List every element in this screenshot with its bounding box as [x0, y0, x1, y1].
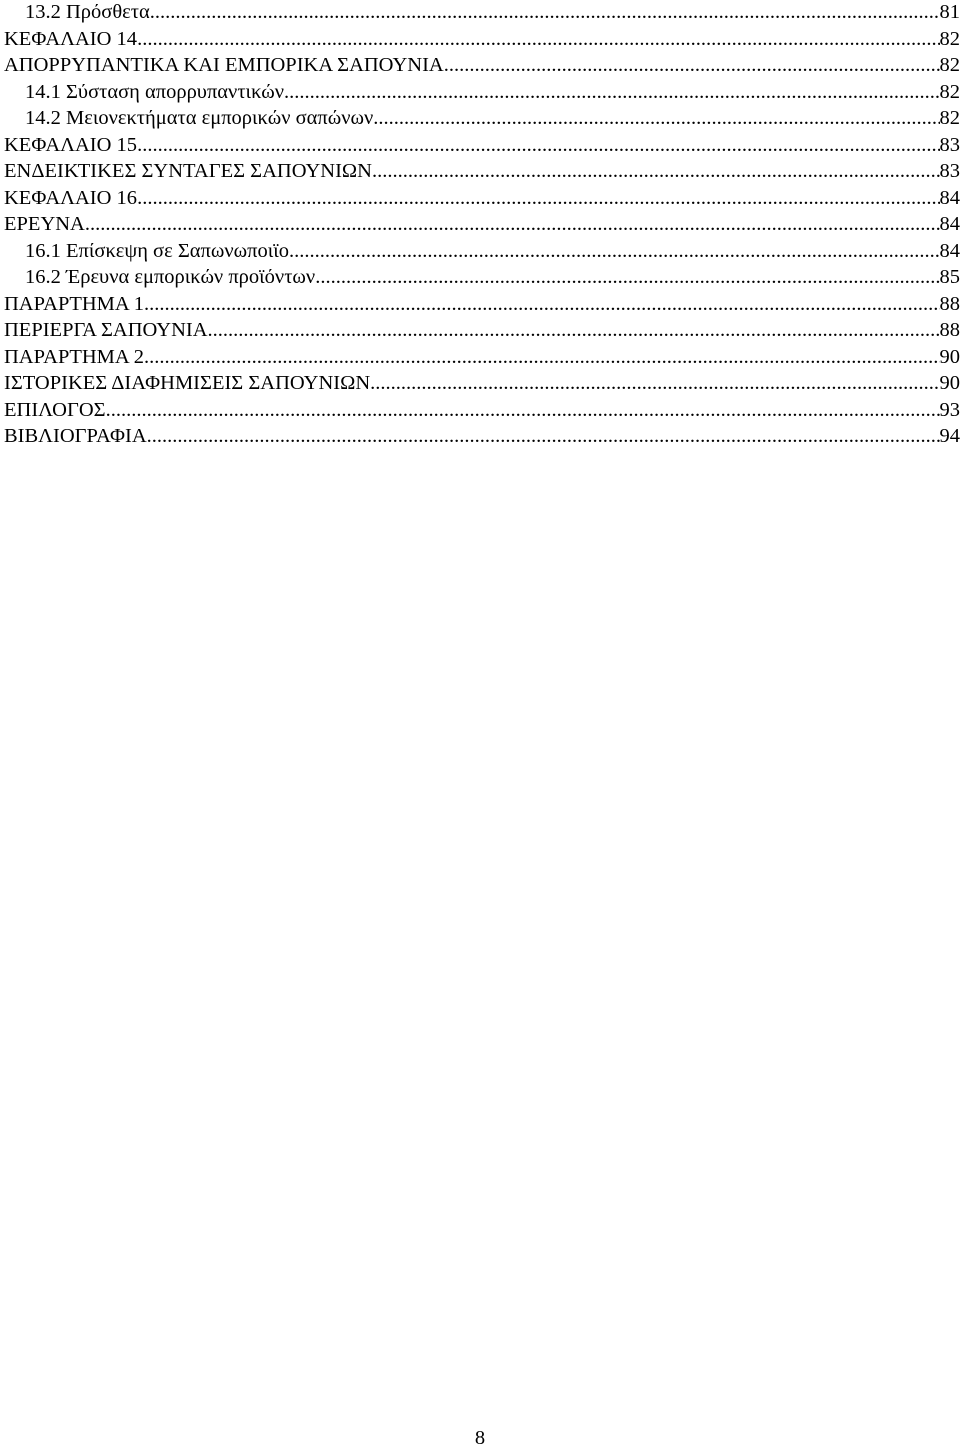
- toc-entry-title: ΠΑΡΑΡΤΗΜΑ 1: [4, 291, 144, 317]
- toc-entry[interactable]: [4, 52, 960, 79]
- toc-entry-title: ΚΕΦΑΛΑΙΟ 15: [4, 132, 137, 158]
- toc-dot-leader: [444, 52, 940, 78]
- toc-entry[interactable]: [4, 0, 960, 26]
- toc-dot-leader: [106, 397, 940, 423]
- toc-dot-leader: [147, 423, 940, 449]
- toc-entry[interactable]: [4, 105, 960, 132]
- toc-entry-page: 84: [940, 238, 960, 264]
- toc-entry[interactable]: [4, 317, 960, 344]
- toc-entry[interactable]: [4, 238, 960, 265]
- toc-dot-leader: [85, 211, 940, 237]
- toc-entry-page: 83: [940, 158, 960, 184]
- toc-dot-leader: [315, 264, 939, 290]
- toc-entry[interactable]: [4, 423, 960, 450]
- toc-entry-title: ΑΠΟΡΡΥΠΑΝΤΙΚΑ ΚΑΙ ΕΜΠΟΡΙΚΑ ΣΑΠΟΥΝΙΑ: [4, 52, 444, 78]
- toc-dot-leader: [289, 238, 940, 264]
- toc-entry-title: ΕΠΙΛΟΓΟΣ: [4, 397, 106, 423]
- toc-dot-leader: [144, 291, 940, 317]
- toc-entry-page: 81: [940, 0, 960, 25]
- toc-dot-leader: [284, 79, 940, 105]
- toc-entry-title: 13.2 Πρόσθετα: [25, 0, 150, 25]
- toc-entry[interactable]: [4, 344, 960, 371]
- toc-entry-page: 82: [940, 52, 960, 78]
- toc-dot-leader: [373, 105, 939, 131]
- toc-entry-title: ΚΕΦΑΛΑΙΟ 14: [4, 26, 137, 52]
- toc-entry-title: 14.2 Μειονεκτήματα εμπορικών σαπώνων: [25, 105, 373, 131]
- toc-entry-title: ΚΕΦΑΛΑΙΟ 16: [4, 185, 137, 211]
- toc-entry-title: ΕΝΔΕΙΚΤΙΚΕΣ ΣΥΝΤΑΓΕΣ ΣΑΠΟΥΝΙΩΝ: [4, 158, 372, 184]
- toc-dot-leader: [370, 370, 939, 396]
- toc-entry-page: 88: [940, 291, 960, 317]
- toc-entry[interactable]: [4, 370, 960, 397]
- toc-dot-leader: [150, 0, 940, 25]
- toc-entry-page: 93: [940, 397, 960, 423]
- table-of-contents: [4, 0, 960, 450]
- page-number: 8: [0, 1425, 960, 1451]
- toc-entry-title: 16.2 Έρευνα εμπορικών προϊόντων: [25, 264, 315, 290]
- toc-entry[interactable]: [4, 26, 960, 53]
- toc-entry-page: 85: [940, 264, 960, 290]
- toc-entry-page: 83: [940, 132, 960, 158]
- toc-dot-leader: [137, 132, 939, 158]
- toc-dot-leader: [208, 317, 940, 343]
- toc-entry-page: 90: [940, 370, 960, 396]
- toc-entry[interactable]: [4, 264, 960, 291]
- toc-entry-page: 90: [940, 344, 960, 370]
- toc-entry-page: 82: [940, 79, 960, 105]
- toc-entry[interactable]: [4, 185, 960, 212]
- toc-entry-title: ΒΙΒΛΙΟΓΡΑΦΙΑ: [4, 423, 147, 449]
- toc-entry[interactable]: [4, 211, 960, 238]
- toc-entry[interactable]: [4, 158, 960, 185]
- toc-entry[interactable]: [4, 79, 960, 106]
- toc-entry[interactable]: [4, 397, 960, 424]
- toc-entry-page: 84: [940, 185, 960, 211]
- toc-entry-title: ΠΕΡΙΕΡΓΑ ΣΑΠΟΥΝΙΑ: [4, 317, 208, 343]
- toc-dot-leader: [137, 26, 939, 52]
- toc-entry-page: 94: [940, 423, 960, 449]
- toc-dot-leader: [144, 344, 940, 370]
- toc-dot-leader: [137, 185, 939, 211]
- toc-entry-title: 14.1 Σύσταση απορρυπαντικών: [25, 79, 284, 105]
- toc-entry-page: 84: [940, 211, 960, 237]
- toc-entry-title: ΙΣΤΟΡΙΚΕΣ ΔΙΑΦΗΜΙΣΕΙΣ ΣΑΠΟΥΝΙΩΝ: [4, 370, 370, 396]
- toc-entry-title: ΕΡΕΥΝΑ: [4, 211, 85, 237]
- toc-entry[interactable]: [4, 132, 960, 159]
- toc-entry-title: 16.1 Επίσκεψη σε Σαπωνωποιϊο: [25, 238, 289, 264]
- toc-entry-page: 88: [940, 317, 960, 343]
- toc-entry-page: 82: [940, 26, 960, 52]
- toc-entry-title: ΠΑΡΑΡΤΗΜΑ 2: [4, 344, 144, 370]
- toc-entry-page: 82: [940, 105, 960, 131]
- toc-entry[interactable]: [4, 291, 960, 318]
- toc-dot-leader: [372, 158, 940, 184]
